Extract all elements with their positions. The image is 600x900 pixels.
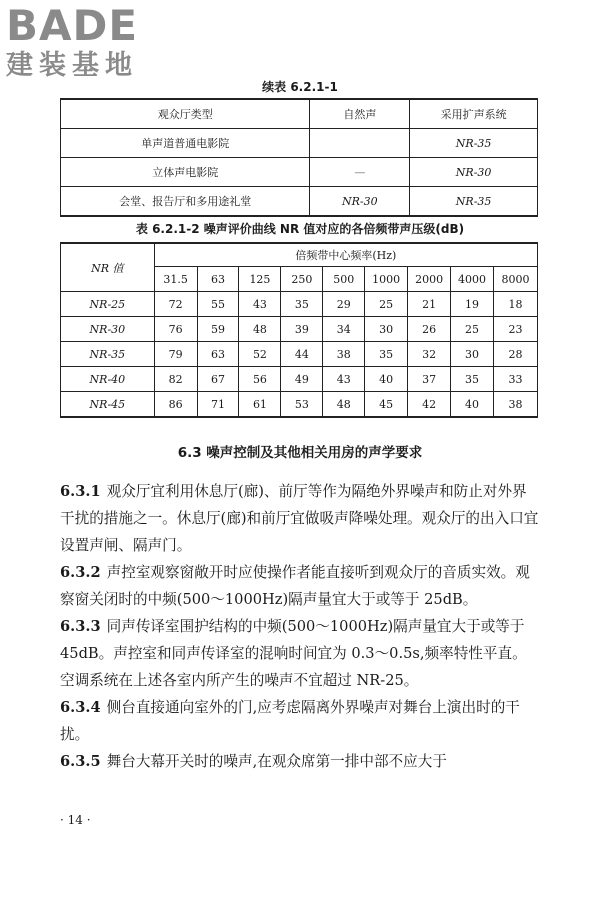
table2-row xyxy=(61,367,538,392)
table2-cell: 33 xyxy=(494,367,538,392)
table1-cell: NR-35 xyxy=(410,187,538,217)
table2-group-header: 倍频带中心频率(Hz) xyxy=(154,243,537,267)
table2-cell: 28 xyxy=(494,342,538,367)
table2-cell: 48 xyxy=(323,392,365,418)
table1-cell: NR-35 xyxy=(410,129,538,158)
table2-cell: 71 xyxy=(197,392,239,418)
table2-freq-cell: 31.5 xyxy=(154,267,197,292)
logo-main-text: BADE xyxy=(6,1,139,50)
table1-cell: 单声道普通电影院 xyxy=(61,129,310,158)
table2-row-label: NR-30 xyxy=(61,317,155,342)
table2-cell: 40 xyxy=(365,367,408,392)
table2-row-label: NR-40 xyxy=(61,367,155,392)
table2-freq-cell: 1000 xyxy=(365,267,408,292)
paragraph-text: 舞台大幕开关时的噪声,在观众席第一排中部不应大于 xyxy=(106,753,447,770)
table2-cell: 59 xyxy=(197,317,239,342)
paragraph xyxy=(60,748,540,775)
paragraph-text: 侧台直接通向室外的门,应考虑隔离外界噪声对舞台上演出时的干扰。 xyxy=(60,699,520,743)
table1-cell: 会堂、报告厅和多用途礼堂 xyxy=(61,187,310,217)
table2-freq-cell: 63 xyxy=(197,267,239,292)
table2-cell: 21 xyxy=(408,292,451,317)
table2-cell: 55 xyxy=(197,292,239,317)
table2-cell: 35 xyxy=(365,342,408,367)
table2-cell: 39 xyxy=(281,317,323,342)
table2-freq-cell: 2000 xyxy=(408,267,451,292)
page-number: · 14 · xyxy=(60,813,91,827)
paragraph-text: 同声传译室围护结构的中频(500～1000Hz)隔声量宜大于或等于 45dB。声控室和同声传译室的混响时间宜为 0.3～0.5s,频率特性平直。空调系统在上述各室内所产生的噪声不宜超过 NR-25。 xyxy=(60,618,527,689)
table2-cell: 26 xyxy=(408,317,451,342)
table2-row-label: NR-35 xyxy=(61,342,155,367)
table1-header-cell: 采用扩声系统 xyxy=(410,99,538,129)
table2-cell: 32 xyxy=(408,342,451,367)
table2-cell: 40 xyxy=(451,392,494,418)
table2-cell: 82 xyxy=(154,367,197,392)
table2-cell: 63 xyxy=(197,342,239,367)
paragraph-text: 声控室观察窗敞开时应使操作者能直接听到观众厅的音质实效。观察窗关闭时的中频(500～1000Hz)隔声量宜大于或等于 25dB。 xyxy=(60,564,530,608)
table1-row xyxy=(61,187,538,217)
paragraph xyxy=(60,613,540,694)
paragraph-number: 6.3.1 xyxy=(60,483,101,500)
table2-row xyxy=(61,392,538,418)
table2-freq-cell: 8000 xyxy=(494,267,538,292)
table2-cell: 43 xyxy=(323,367,365,392)
paragraph xyxy=(60,559,540,613)
table1 xyxy=(60,98,538,217)
paragraph-number: 6.3.3 xyxy=(60,618,101,635)
table2-cell: 79 xyxy=(154,342,197,367)
table2-cell: 37 xyxy=(408,367,451,392)
table1-caption: 续表 6.2.1-1 xyxy=(262,80,338,94)
table2-cell: 29 xyxy=(323,292,365,317)
table2-cell: 48 xyxy=(239,317,281,342)
table2-cell: 42 xyxy=(408,392,451,418)
table2-cell: 43 xyxy=(239,292,281,317)
table2-caption: 表 6.2.1-2 噪声评价曲线 NR 值对应的各倍频带声压级(dB) xyxy=(135,222,465,236)
table2-cell: 30 xyxy=(451,342,494,367)
table2-row xyxy=(61,342,538,367)
table2-cell: 38 xyxy=(323,342,365,367)
table2-cell: 56 xyxy=(239,367,281,392)
paragraph xyxy=(60,694,540,748)
paragraph xyxy=(60,478,540,559)
table2-row-label: NR-25 xyxy=(61,292,155,317)
table1-row xyxy=(61,129,538,158)
table2-cell: 34 xyxy=(323,317,365,342)
paragraph-number: 6.3.2 xyxy=(60,564,101,581)
table2-cell: 23 xyxy=(494,317,538,342)
table2-cell: 49 xyxy=(281,367,323,392)
table2-cell: 52 xyxy=(239,342,281,367)
table2-cell: 45 xyxy=(365,392,408,418)
table2-freq-cell: 250 xyxy=(281,267,323,292)
table1-cell: — xyxy=(310,158,410,187)
table2-row-label: NR-45 xyxy=(61,392,155,418)
table2-cell: 76 xyxy=(154,317,197,342)
table2-row-header: NR 值 xyxy=(61,243,155,292)
bade-logo xyxy=(6,1,176,82)
table2-freq-cell: 500 xyxy=(323,267,365,292)
table1-header-cell: 自然声 xyxy=(310,99,410,129)
table2-cell: 86 xyxy=(154,392,197,418)
table2-cell: 38 xyxy=(494,392,538,418)
section-title: 6.3 噪声控制及其他相关用房的声学要求 xyxy=(177,445,423,461)
table1-cell: NR-30 xyxy=(410,158,538,187)
table2-cell: 19 xyxy=(451,292,494,317)
table2-cell: 35 xyxy=(451,367,494,392)
table1-cell: NR-30 xyxy=(310,187,410,217)
table1-header-row xyxy=(61,99,538,129)
table2-freq-cell: 4000 xyxy=(451,267,494,292)
body-text xyxy=(60,478,540,775)
table2-cell: 18 xyxy=(494,292,538,317)
table2-cell: 25 xyxy=(365,292,408,317)
table2-cell: 61 xyxy=(239,392,281,418)
table1-cell xyxy=(310,129,410,158)
logo-sub-text: 建装基地 xyxy=(6,50,138,81)
table1-row xyxy=(61,158,538,187)
paragraph-number: 6.3.5 xyxy=(60,753,101,770)
table2-cell: 35 xyxy=(281,292,323,317)
paragraph-text: 观众厅宜利用休息厅(廊)、前厅等作为隔绝外界噪声和防止对外界干扰的措施之一。休息厅(廊)和前厅宜做吸声降噪处理。观众厅的出入口宜设置声闸、隔声门。 xyxy=(60,483,539,554)
table2-freq-cell: 125 xyxy=(239,267,281,292)
table2-cell: 44 xyxy=(281,342,323,367)
table2-cell: 30 xyxy=(365,317,408,342)
table2-cell: 53 xyxy=(281,392,323,418)
table2-header-row xyxy=(61,243,538,267)
table2-cell: 72 xyxy=(154,292,197,317)
table1-cell: 立体声电影院 xyxy=(61,158,310,187)
table2-cell: 25 xyxy=(451,317,494,342)
table2-cell: 67 xyxy=(197,367,239,392)
table2-row xyxy=(61,317,538,342)
table1-header-cell: 观众厅类型 xyxy=(61,99,310,129)
table2 xyxy=(60,242,538,418)
table2-row xyxy=(61,292,538,317)
paragraph-number: 6.3.4 xyxy=(60,699,101,716)
